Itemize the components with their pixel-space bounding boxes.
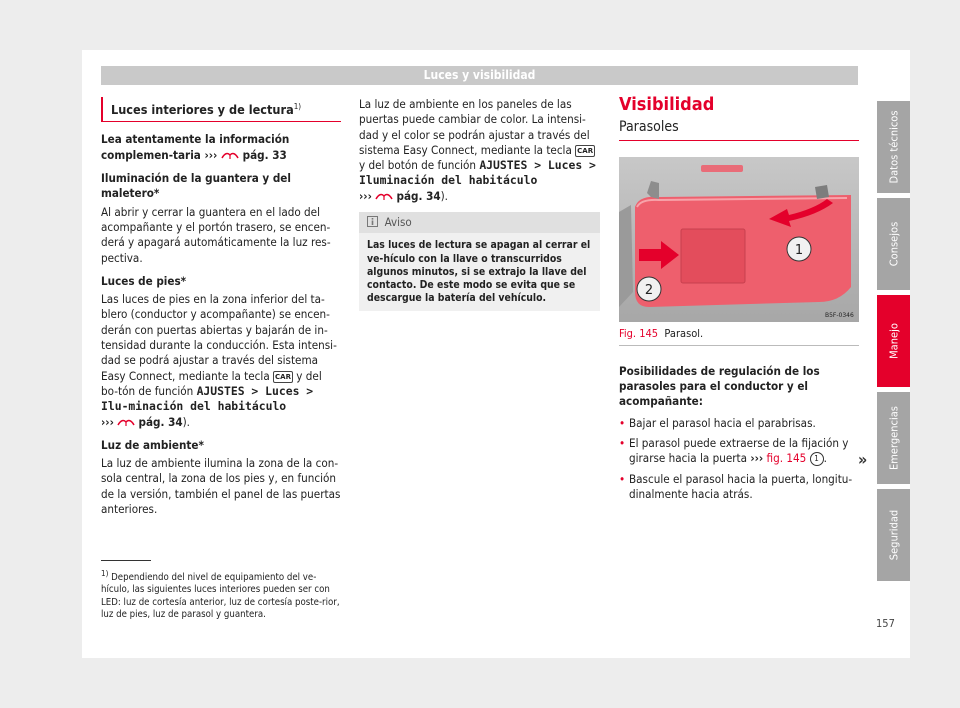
callout-ref: 1 [810, 452, 824, 466]
notice-header: Aviso [359, 212, 600, 233]
subsection-heading: Parasoles [619, 118, 859, 140]
sun-visor-illustration [619, 157, 859, 322]
ambient-title: Luz de ambiente* [101, 437, 204, 452]
notice-box [359, 212, 600, 311]
glovebox-text: Al abrir y cerrar la guantera en el lado del acompañante y el portón trasero, se encen-derá y apagará automáticamente la luz res-pectiva. [101, 204, 331, 265]
book-icon [221, 149, 239, 160]
notice-text: Las luces de lectura se apagan al cerrar el ve-hículo con la llave o transcurridos algunos minutos, si se extrajo la llave del contacto. De este modo se evita que se descargue la batería del vehículo. [367, 239, 591, 305]
ambient-doors-text: La luz de ambiente en los paneles de las puertas puede cambiar de color. La intensi-dad y el color se podrán ajustar a través del sistema Easy Connect, mediante la tecla CAR y del botón de función AJUSTES > Luces > Iluminación del habitáculo ››› pág. 34). [359, 97, 596, 203]
book-icon [375, 190, 393, 201]
menu-path: AJUSTES > Luces > Iluminación del habitáculo [359, 158, 596, 188]
continue-mark: » [858, 450, 868, 469]
tab-datos-tecnicos[interactable]: Datos técnicos [877, 101, 910, 193]
list-item: • Bajar el parasol hacia el parabrisas. [619, 416, 859, 431]
list-item: • Bascule el parasol hacia la puerta, longitu-dinalmente hacia atrás. [619, 472, 859, 503]
figure-caption: Fig. 145 Parasol. [619, 326, 859, 346]
tab-seguridad[interactable]: Seguridad [877, 489, 910, 581]
callout-1: 1 [794, 242, 804, 258]
tab-emergencias[interactable]: Emergencias [877, 392, 910, 484]
column-2 [359, 97, 600, 311]
regulation-intro: Posibilidades de regulación de los parasoles para el conductor y el acompañante: [619, 363, 820, 409]
page-number: 157 [876, 617, 895, 630]
footnote-ref: 1) [293, 102, 302, 111]
footlights-title: Luces de pies* [101, 273, 187, 288]
column-1 [101, 97, 341, 525]
info-icon [367, 216, 378, 227]
callout-2: 2 [644, 282, 654, 298]
list-item: • El parasol puede extraerse de la fijación y girarse hacia la puerta ››› fig. 145 1 . [619, 436, 859, 467]
ambient-text: La luz de ambiente ilumina la zona de la con-sola central, la zona de los pies y, en función de la versión, también el panel de las puertas anteriores. [101, 456, 341, 517]
chapter-header: Luces y visibilidad [101, 66, 858, 85]
footlights-text: Las luces de pies en la zona inferior del ta-blero (conductor y acompañante) se encen-derán con puertas abiertas y bajarán de in-tensidad durante la conducción. Esta intensi-dad se podrá ajustar a través del sistema Easy Connect, mediante la tecla CAR y del bo-tón de función AJUSTES > Luces > Ilu-minación del habitáculo ››› pág. 34). [101, 292, 337, 429]
section-title: Luces interiores y de lectura$^{1)}$ [101, 97, 341, 122]
intro-paragraph: Lea atentamente la información complemen-taria ››› pág. 33 [101, 132, 290, 162]
page-link[interactable]: pág. 34 [396, 188, 441, 203]
page-link[interactable]: pág. 34 [138, 414, 183, 429]
car-key-icon: CAR [577, 146, 594, 155]
column-3 [619, 94, 859, 507]
menu-path: AJUSTES > Luces > Ilu-minación del habitáculo [101, 383, 314, 414]
figure-code: B5F-0346 [825, 311, 854, 319]
book-icon [117, 416, 135, 427]
figure-link[interactable]: fig. 145 [766, 451, 807, 466]
sun-visor-figure [619, 157, 859, 322]
footnote-divider [101, 560, 151, 561]
footnote: $^{1)}$ Dependiendo del nivel de equipamiento del ve-hículo, las siguientes luces interiores pueden ser con LED: luz de cortesía anterior, luz de cortesía poste-rior, luz de pies, luz de parasol y guantera. [101, 569, 340, 621]
tab-manejo[interactable]: Manejo [877, 295, 910, 387]
section-heading: Visibilidad [619, 94, 715, 115]
tab-consejos[interactable]: Consejos [877, 198, 910, 290]
page-link[interactable]: pág. 33 [242, 147, 287, 162]
car-key-icon: CAR [275, 372, 291, 381]
glovebox-title: Iluminación de la guantera y del maletero* [101, 171, 291, 201]
